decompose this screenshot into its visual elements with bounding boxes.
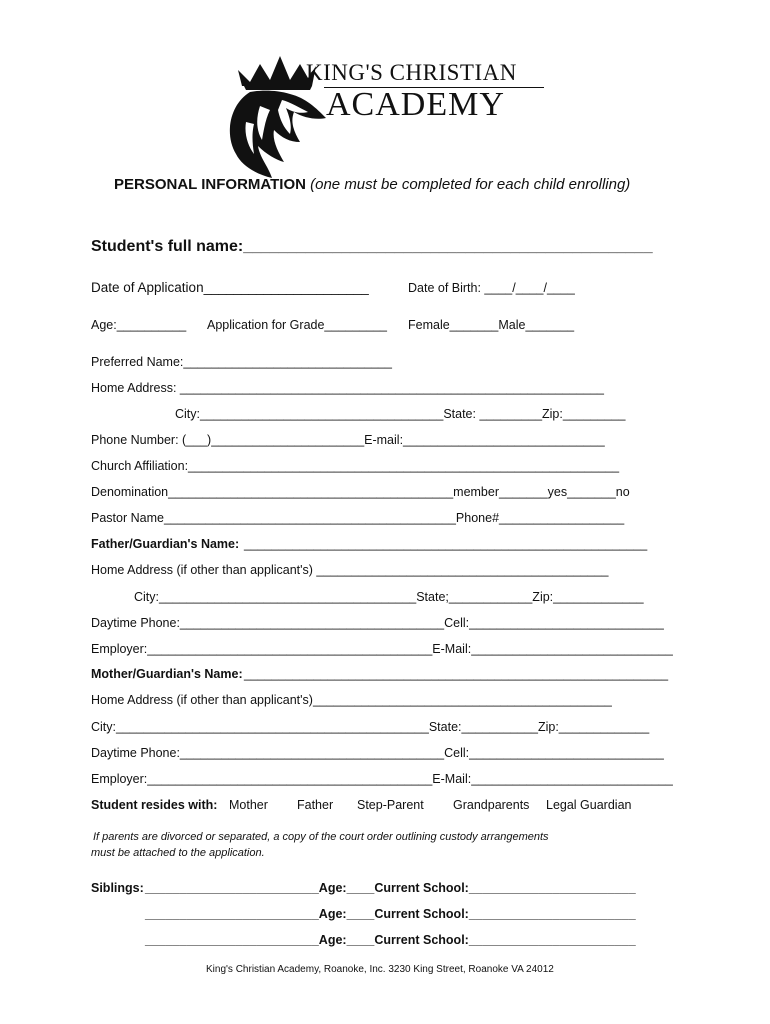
sibling-row-3[interactable]: _________________________Age:____Current School:________________________ bbox=[145, 933, 636, 947]
grade-field[interactable]: Application for Grade_________ bbox=[207, 318, 387, 332]
home-address-field[interactable]: Home Address: _____________________________________________________________ bbox=[91, 381, 604, 395]
section-heading bbox=[114, 176, 630, 193]
gender-field[interactable]: Female_______Male_______ bbox=[408, 318, 575, 332]
mother-daytime-phone-field[interactable]: Daytime Phone:______________________________________Cell:____________________________ bbox=[91, 746, 664, 760]
denomination-field[interactable]: Denomination_________________________________________member_______yes_______no bbox=[91, 485, 630, 499]
student-full-name-field[interactable]: Student's full name:______________________________________________ bbox=[91, 238, 653, 255]
mother-city-field[interactable]: City:_____________________________________________State:___________Zip:_____________ bbox=[91, 720, 650, 734]
mother-name-label: Mother/Guardian's Name: bbox=[91, 667, 243, 681]
resides-option-grandparents[interactable]: Grandparents bbox=[453, 798, 530, 812]
resides-option-mother[interactable]: Mother bbox=[229, 798, 268, 812]
logo-line1: KING'S CHRISTIAN bbox=[306, 60, 517, 85]
heading-bold: PERSONAL INFORMATION bbox=[114, 176, 306, 193]
phone-email-field[interactable]: Phone Number: (___)______________________E-mail:_____________________________ bbox=[91, 433, 605, 447]
church-affiliation-field[interactable]: Church Affiliation:______________________________________________________________ bbox=[91, 459, 620, 473]
pastor-name-field[interactable]: Pastor Name__________________________________________Phone#__________________ bbox=[91, 511, 625, 525]
custody-note-line2: must be attached to the application. bbox=[91, 847, 265, 859]
mother-home-address-field[interactable]: Home Address (if other than applicant's)___________________________________________ bbox=[91, 693, 612, 707]
logo-line2: ACADEMY bbox=[326, 86, 505, 123]
footer-address: King's Christian Academy, Roanoke, Inc. 3230 King Street, Roanoke VA 24012 bbox=[206, 964, 554, 975]
heading-italic: (one must be completed for each child enrolling) bbox=[310, 176, 631, 193]
mother-employer-field[interactable]: Employer:_________________________________________E-Mail:_____________________________ bbox=[91, 772, 673, 786]
date-of-application-field[interactable]: Date of Application______________________ bbox=[91, 280, 369, 295]
preferred-name-field[interactable]: Preferred Name:______________________________ bbox=[91, 355, 392, 369]
resides-option-step-parent[interactable]: Step-Parent bbox=[357, 798, 424, 812]
sibling-row-1[interactable]: _________________________Age:____Current School:________________________ bbox=[145, 881, 636, 895]
date-of-birth-field[interactable]: Date of Birth: ____/____/____ bbox=[408, 281, 575, 295]
siblings-label: Siblings: bbox=[91, 881, 144, 895]
city-state-zip-field[interactable]: City:___________________________________State: _________Zip:_________ bbox=[175, 407, 626, 421]
resides-option-legal-guardian[interactable]: Legal Guardian bbox=[546, 798, 632, 812]
resides-option-father[interactable]: Father bbox=[297, 798, 334, 812]
resides-with-label: Student resides with: bbox=[91, 798, 218, 812]
father-employer-field[interactable]: Employer:_________________________________________E-Mail:_____________________________ bbox=[91, 642, 673, 656]
father-home-address-field[interactable]: Home Address (if other than applicant's) __________________________________________ bbox=[91, 563, 609, 577]
father-city-field[interactable]: City:_____________________________________State;____________Zip:_____________ bbox=[134, 590, 644, 604]
father-name-field[interactable]: __________________________________________________________ bbox=[244, 537, 648, 551]
mother-name-field[interactable]: _____________________________________________________________ bbox=[244, 667, 669, 681]
school-logo bbox=[220, 42, 560, 182]
sibling-row-2[interactable]: _________________________Age:____Current School:________________________ bbox=[145, 907, 636, 921]
father-name-label: Father/Guardian's Name: bbox=[91, 537, 240, 551]
custody-note-line1: If parents are divorced or separated, a copy of the court order outlining custody arrangements bbox=[93, 831, 549, 843]
age-field[interactable]: Age:__________ bbox=[91, 318, 187, 332]
father-daytime-phone-field[interactable]: Daytime Phone:______________________________________Cell:____________________________ bbox=[91, 616, 664, 630]
